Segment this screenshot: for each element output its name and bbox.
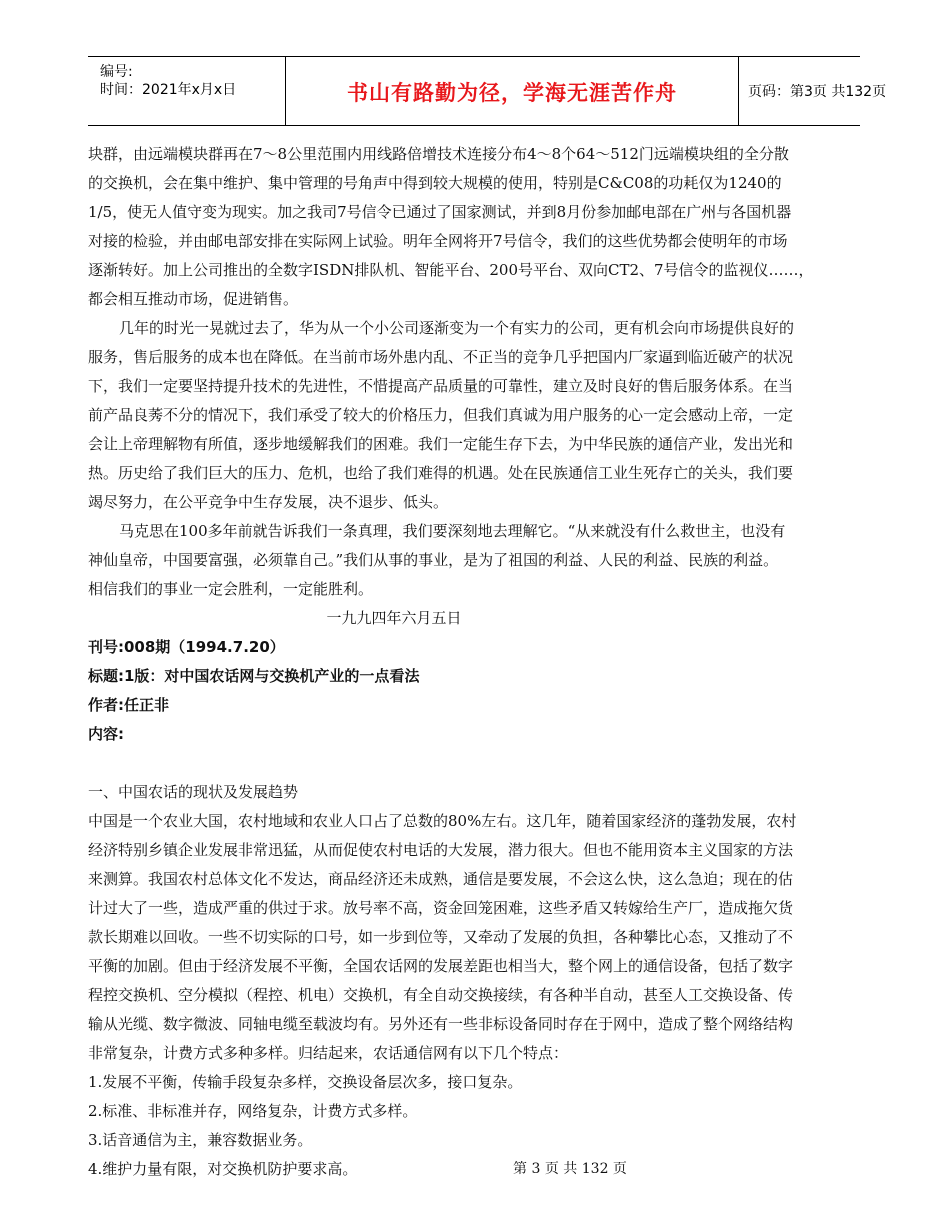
text-line: 的交换机，会在集中维护、集中管理的号角声中得到较大规模的使用，特别是C&C08的功耗仅为1240的 bbox=[88, 174, 782, 192]
motto-text: 书山有路勤为径，学海无涯苦作舟 bbox=[347, 81, 677, 105]
text-line: 款长期难以回收。一些不切实际的口号，如一步到位等，又牵动了发展的负担，各种攀比心态，又推动了不 bbox=[88, 928, 794, 946]
text-line: 前产品良莠不分的情况下，我们承受了较大的价格压力，但我们真诚为用户服务的心一定会感动上帝，一定 bbox=[88, 406, 794, 424]
content-label: 内容: bbox=[88, 725, 124, 743]
paragraph-1 bbox=[88, 140, 860, 314]
text-line: 对接的检验，并由邮电部安排在实际网上试验。明年全网将开7号信令，我们的这些优势都会使明年的市场 bbox=[88, 232, 788, 250]
document-body bbox=[88, 140, 860, 1184]
article-date: 一九九四年六月五日 bbox=[326, 609, 462, 627]
text-line: 来测算。我国农村总体文化不发达，商品经济还未成熟，通信是要发展，不会这么快，这么急迫；现在的估 bbox=[88, 870, 794, 888]
article-author: 作者:任正非 bbox=[88, 696, 169, 714]
header-motto-cell bbox=[285, 57, 739, 125]
section-heading: 一、中国农话的现状及发展趋势 bbox=[88, 783, 299, 801]
text-line: 块群，由远端模块群再在7～8公里范围内用线路倍增技术连接分布4～8个64～512门远端模块组的全分散 bbox=[88, 145, 789, 163]
header-page-cell bbox=[738, 57, 887, 125]
text-line: 计过大了一些，造成严重的供过于求。放号率不高，资金回笼困难，这些矛盾又转嫁给生产厂，造成拖欠货 bbox=[88, 899, 794, 917]
text-line: 竭尽努力，在公平竞争中生存发展，决不退步、低头。 bbox=[88, 493, 449, 511]
page-footer: 第 3 页 共 132 页 bbox=[513, 1161, 627, 1177]
spacer bbox=[88, 749, 860, 778]
text-line: 服务，售后服务的成本也在降低。在当前市场外患内乱、不正当的竞争几乎把国内厂家逼到临近破产的状况 bbox=[88, 348, 794, 366]
text-line: 程控交换机、空分模拟（程控、机电）交换机，有全自动交换接续，有各种半自动，甚至人工交换设备、传 bbox=[88, 986, 794, 1004]
text-line: 热。历史给了我们巨大的压力、危机，也给了我们难得的机遇。处在民族通信工业生死存亡的关头，我们要 bbox=[88, 464, 794, 482]
text-line: 相信我们的事业一定会胜利，一定能胜利。 bbox=[88, 580, 374, 598]
paragraph-4 bbox=[88, 807, 860, 1068]
text-line: 几年的时光一晃就过去了，华为从一个小公司逐渐变为一个有实力的公司，更有机会向市场提供良好的 bbox=[119, 319, 795, 337]
time-label: 时间：2021年x月x日 bbox=[100, 82, 237, 98]
paragraph-3 bbox=[88, 517, 860, 604]
text-line: 马克思在100多年前就告诉我们一条真理，我们要深刻地去理解它。“从来就没有什么救世主，也没有 bbox=[119, 522, 786, 540]
text-line: 都会相互推动市场，促进销售。 bbox=[88, 290, 299, 308]
list-item: 2.标准、非标准并存，网络复杂，计费方式多样。 bbox=[88, 1102, 418, 1120]
header-meta-cell bbox=[88, 57, 285, 125]
list-item: 1.发展不平衡，传输手段复杂多样，交换设备层次多，接口复杂。 bbox=[88, 1073, 523, 1091]
page-info: 页码：第3页 共132页 bbox=[748, 84, 887, 100]
text-line: 1/5，使无人值守变为现实。加之我司7号信令已通过了国家测试，并到8月份参加邮电部在广州与各国机器 bbox=[88, 203, 792, 221]
number-label: 编号: bbox=[100, 64, 133, 80]
text-line: 输从光缆、数字微波、同轴电缆至载波均有。另外还有一些非标设备同时存在于网中，造成了整个网络结构 bbox=[88, 1015, 794, 1033]
text-line: 逐渐转好。加上公司推出的全数字ISDN排队机、智能平台、200号平台、双向CT2、7号信令的监视仪……， bbox=[88, 261, 814, 279]
text-line: 会让上帝理解物有所值，逐步地缓解我们的困难。我们一定能生存下去，为中华民族的通信产业，发出光和 bbox=[88, 435, 794, 453]
article-title: 标题:1版：对中国农话网与交换机产业的一点看法 bbox=[88, 667, 420, 685]
list-item: 3.话音通信为主，兼容数据业务。 bbox=[88, 1131, 313, 1149]
text-line: 中国是一个农业大国，农村地域和农业人口占了总数的80%左右。这几年，随着国家经济的蓬勃发展，农村 bbox=[88, 812, 797, 830]
text-line: 平衡的加剧。但由于经济发展不平衡，全国农话网的发展差距也相当大，整个网上的通信设备，包括了数字 bbox=[88, 957, 794, 975]
text-line: 非常复杂，计费方式多种多样。归结起来，农话通信网有以下几个特点： bbox=[88, 1044, 569, 1062]
text-line: 神仙皇帝，中国要富强，必须靠自己。”我们从事的事业，是为了祖国的利益、人民的利益、民族的利益。 bbox=[88, 551, 779, 569]
list-item: 4.维护力量有限，对交换机防护要求高。 bbox=[88, 1160, 358, 1178]
text-line: 下，我们一定要坚持提升技术的先进性，不惜提高产品质量的可靠性，建立及时良好的售后服务体系。在当 bbox=[88, 377, 794, 395]
paragraph-2 bbox=[88, 314, 860, 517]
document-header bbox=[88, 56, 887, 126]
text-line: 经济特别乡镇企业发展非常迅猛，从而促使农村电话的大发展，潜力很大。但也不能用资本主义国家的方法 bbox=[88, 841, 794, 859]
issue-number: 刊号:008期（1994.7.20） bbox=[88, 638, 285, 656]
